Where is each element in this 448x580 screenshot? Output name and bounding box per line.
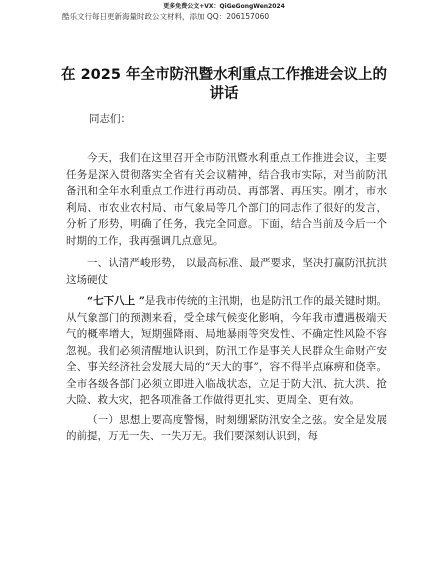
paragraph-flood-season-text: 是我市传统的主汛期，也是防汛工作的最关键时期。从气象部门的预测来看，受全球气候变化影响，今年我市遭遇极端天气的概率增大，短期强降雨、局地暴雨等突发性、不确定性风险不容忽视。我们必须清醒地认识到，防汛工作是事关人民群众生命财产安全、事关经济社会发展大局的“天大的事”，容不得半点麻痹和侥幸。全市各级各部门必须立即进入临战状态，立足于防大汛、抗大洪、抢大险、救大灾，把各项准备工作做得更扎实、更周全、更有效。 — [66, 295, 387, 406]
document-body — [66, 150, 387, 448]
document-title: 在 2025 年全市防汛暨水利重点工作推进会议上的讲话 — [61, 67, 387, 102]
salutation: 同志们： — [89, 113, 131, 125]
header-note: 酷乐文行每日更新海量时政公文材料，添加 QQ：206157060 — [62, 12, 270, 21]
watermark-note: 更多免费公文+VX：QiGeGongWen2024 — [163, 3, 285, 10]
emphasis-phrase: “七下八上 ” — [87, 295, 145, 307]
section-heading-1: 一、认清严峻形势， 以最高标准、最严要求，坚决打赢防汛抗洪这场硬仗 — [66, 257, 387, 286]
paragraph-flood-season — [66, 293, 387, 409]
paragraph-intro: 今天，我们在这里召开全市防汛暨水利重点工作推进会议，主要任务是深入贯彻落实全省有关会议精神，结合我市实际，对当前防汛备汛和全年水利重点工作进行再动员、再部署、再压实。刚才，市水利局、市农业农村局、市气象局等几个部门的同志作了很好的发言，分析了形势，明确了任务，我完全同意。下面，结合当前及今后一个时期的工作，我再强调几点意见。 — [66, 152, 387, 247]
paragraph-subpoint-1: （一）思想上要高度警惕，时刻绷紧防汛安全之弦。安全是发展的前提，万无一失、一失万无。我们要深刻认识到，每 — [66, 413, 387, 442]
